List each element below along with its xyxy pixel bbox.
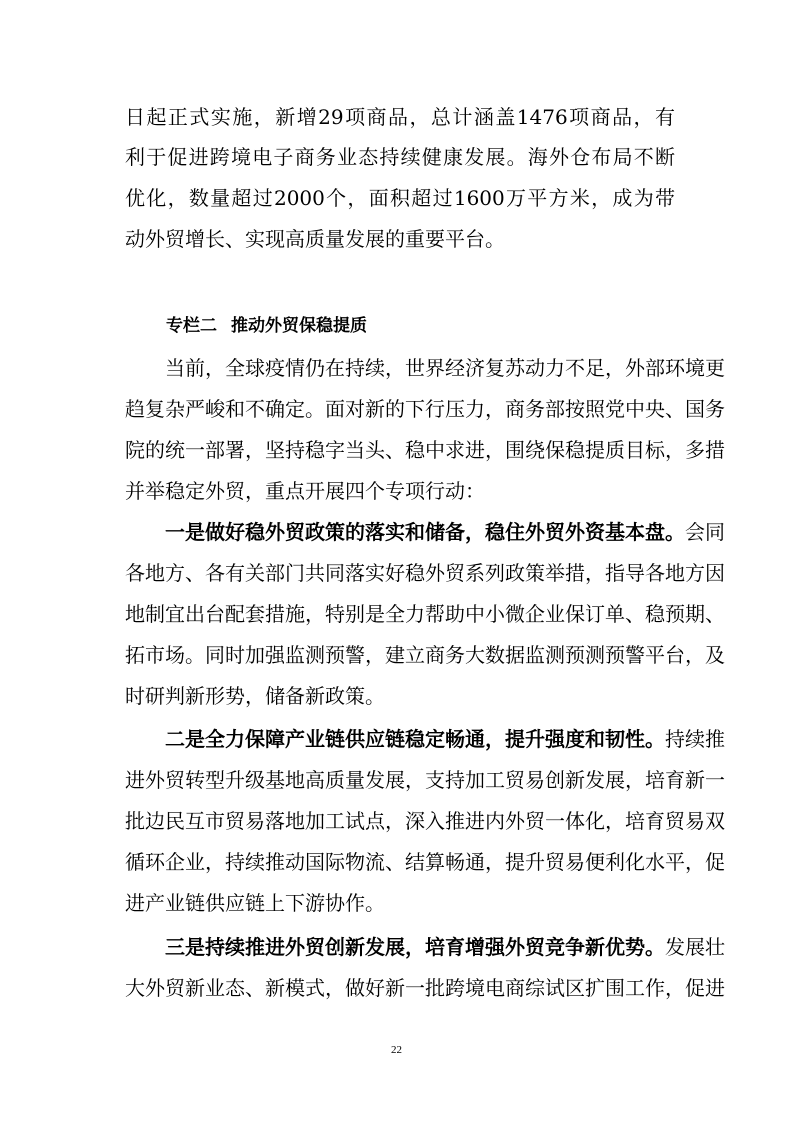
context-line-1: 当前，全球疫情仍在持续，世界经济复苏动力不足，外部环境更 xyxy=(165,356,725,380)
action-3-line-1: 三是持续推进外贸创新发展，培育增强外贸竞争新优势。发展壮 xyxy=(165,935,725,959)
action-2-line-5: 进产业链供应链上下游协作。 xyxy=(125,891,385,915)
action-2-line-2: 进外贸转型升级基地高质量发展，支持加工贸易创新发展，培育新一 xyxy=(125,768,725,792)
action-1-line-2: 各地方、各有关部门共同落实好稳外贸系列政策举措，指导各地方因 xyxy=(125,561,725,585)
action-1-line-3: 地制宜出台配套措施，特别是全力帮助中小微企业保订单、稳预期、 xyxy=(125,602,725,626)
action-1-heading: 一是做好稳外贸政策的落实和储备，稳住外贸外资基本盘。 xyxy=(165,520,685,544)
page-number: 22 xyxy=(391,1044,402,1056)
intro-line-3: 优化，数量超过2000个，面积超过1600万平方米，成为带 xyxy=(125,186,675,210)
action-3-heading: 三是持续推进外贸创新发展，培育增强外贸竞争新优势。 xyxy=(165,935,665,959)
column-heading xyxy=(166,315,367,337)
action-2-line-1: 二是全力保障产业链供应链稳定畅通，提升强度和韧性。持续推 xyxy=(165,727,725,751)
context-line-4: 并举稳定外贸，重点开展四个专项行动： xyxy=(125,479,485,503)
action-3-line-2: 大外贸新业态、新模式，做好新一批跨境电商综试区扩围工作，促进 xyxy=(125,976,725,1000)
intro-line-1: 日起正式实施，新增29项商品，总计涵盖1476项商品，有 xyxy=(125,105,675,129)
action-2-heading: 二是全力保障产业链供应链稳定畅通，提升强度和韧性。 xyxy=(165,727,665,751)
action-2-line-3: 批边民互市贸易落地加工试点，深入推进内外贸一体化，培育贸易双 xyxy=(125,809,725,833)
context-line-2: 趋复杂严峻和不确定。面对新的下行压力，商务部按照党中央、国务 xyxy=(125,397,725,421)
action-1-line-4: 拓市场。同时加强监测预警，建立商务大数据监测预测预警平台，及 xyxy=(125,643,725,667)
action-1-line-5: 时研判新形势，储备新政策。 xyxy=(125,684,385,708)
action-2-line-4: 循环企业，持续推动国际物流、结算畅通，提升贸易便利化水平，促 xyxy=(125,850,725,874)
intro-line-2: 利于促进跨境电子商务业态持续健康发展。海外仓布局不断 xyxy=(125,145,675,169)
context-line-3: 院的统一部署，坚持稳字当头、稳中求进，围绕保稳提质目标，多措 xyxy=(125,438,725,462)
column-label: 专栏二 xyxy=(166,316,217,336)
intro-line-4: 动外贸增长、实现高质量发展的重要平台。 xyxy=(125,227,505,251)
column-title: 推动外贸保稳提质 xyxy=(231,316,367,336)
action-1-line-1: 一是做好稳外贸政策的落实和储备，稳住外贸外资基本盘。会同 xyxy=(165,520,725,544)
